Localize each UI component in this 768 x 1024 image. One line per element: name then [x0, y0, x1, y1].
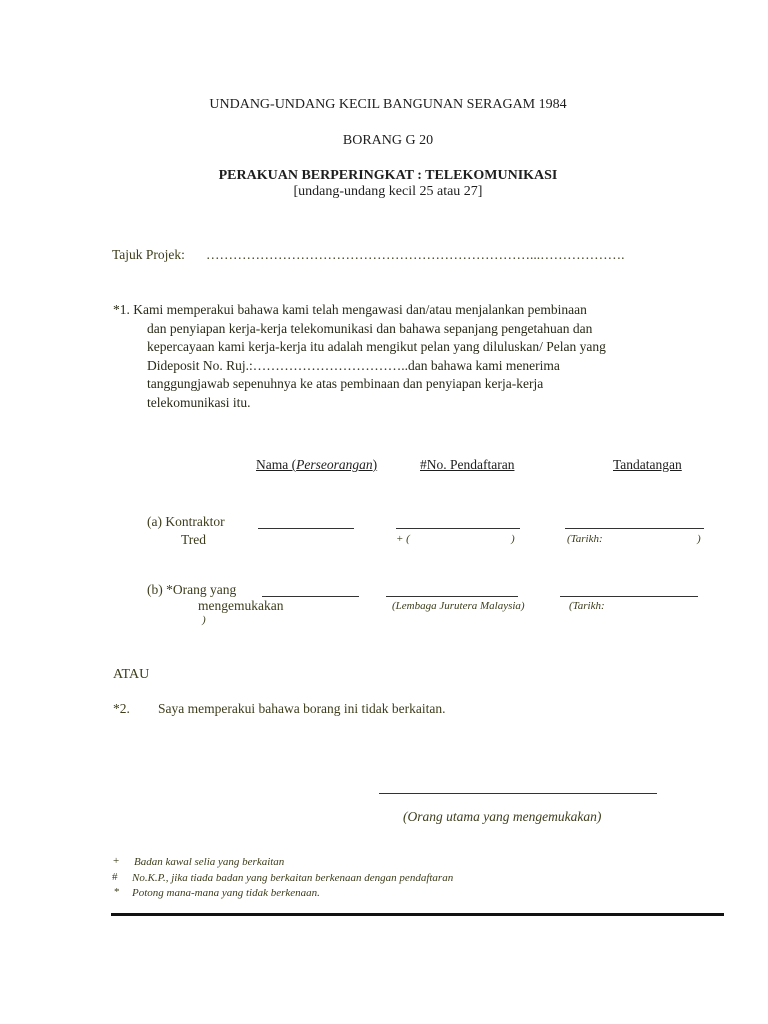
row-a-date-close: ): [697, 533, 701, 545]
act-title: UNDANG-UNDANG KECIL BANGUNAN SERAGAM 1984: [209, 97, 567, 112]
form-number: BORANG G 20: [342, 133, 434, 148]
row-a-regulator-note-open: + (: [396, 533, 410, 545]
footnote-mark: +: [113, 855, 120, 867]
footnote-text: No.K.P., jika tiada badan yang berkaitan berkenaan dengan pendaftaran: [132, 872, 454, 884]
footnote-text: Potong mana-mana yang tidak berkenaan.: [132, 887, 320, 899]
row-b-sublabel: mengemukakan: [198, 598, 284, 613]
row-b-regulator-note: (Lembaga Jurutera Malaysia): [392, 600, 525, 612]
column-header-registration: #No. Pendaftaran: [420, 457, 515, 472]
footnote-mark: *: [114, 886, 120, 898]
declaration-line: *1. Kami memperakui bahawa kami telah mengawasi dan/atau menjalankan pembinaan: [113, 302, 587, 317]
row-b-name-field[interactable]: [262, 596, 359, 597]
row-a-name-field[interactable]: [258, 528, 354, 529]
column-header-signature: Tandatangan: [613, 457, 682, 472]
certificate-title: PERAKUAN BERPERINGKAT : TELEKOMUNIKASI: [218, 168, 558, 183]
declaration-paragraph-1: [113, 301, 606, 413]
row-a-date-open: (Tarikh:: [567, 533, 603, 545]
declaration-line: tanggungjawab sepenuhnya ke atas pembinaan dan penyiapan kerja-kerja: [147, 376, 544, 392]
declaration-2-number: *2.: [113, 701, 130, 716]
submitter-signature-field[interactable]: [379, 793, 657, 794]
bottom-rule: [111, 913, 724, 916]
row-b-signature-field[interactable]: [560, 596, 698, 597]
declaration-line: Dideposit No. Ruj.:……………………………..dan bahawa kami menerima: [147, 357, 560, 373]
bylaw-reference: [undang-undang kecil 25 atau 27]: [293, 184, 483, 199]
declaration-2-text: Saya memperakui bahawa borang ini tidak berkaitan.: [158, 701, 446, 716]
column-header-name: Nama (Perseorangan): [256, 457, 378, 472]
row-a-signature-field[interactable]: [565, 528, 704, 529]
declaration-line: kepercayaan kami kerja-kerja itu adalah mengikut pelan yang diluluskan/ Pelan yang: [147, 339, 606, 355]
project-title-field[interactable]: ………………………………………………………………...……………….: [206, 247, 625, 262]
row-b-date-open: (Tarikh:: [569, 600, 605, 612]
footnote-mark: #: [112, 871, 118, 883]
row-a-registration-field[interactable]: [396, 528, 520, 529]
row-a-sublabel: Tred: [181, 532, 207, 547]
row-b-label: (b) *Orang yang: [147, 582, 237, 597]
signature-caption: (Orang utama yang mengemukakan): [403, 809, 602, 824]
declaration-line: dan penyiapan kerja-kerja telekomunikasi dan bahawa sepanjang pengetahuan dan: [147, 320, 593, 336]
row-b-registration-field[interactable]: [386, 596, 518, 597]
project-title-label: Tajuk Projek:: [112, 247, 185, 262]
row-a-regulator-note-close: ): [511, 533, 515, 545]
footnote-text: Badan kawal selia yang berkaitan: [134, 856, 285, 868]
or-separator: ATAU: [113, 667, 150, 682]
row-a-label: (a) Kontraktor: [147, 514, 225, 529]
row-b-date-close: ): [202, 614, 206, 626]
declaration-line: telekomunikasi itu.: [147, 394, 251, 410]
